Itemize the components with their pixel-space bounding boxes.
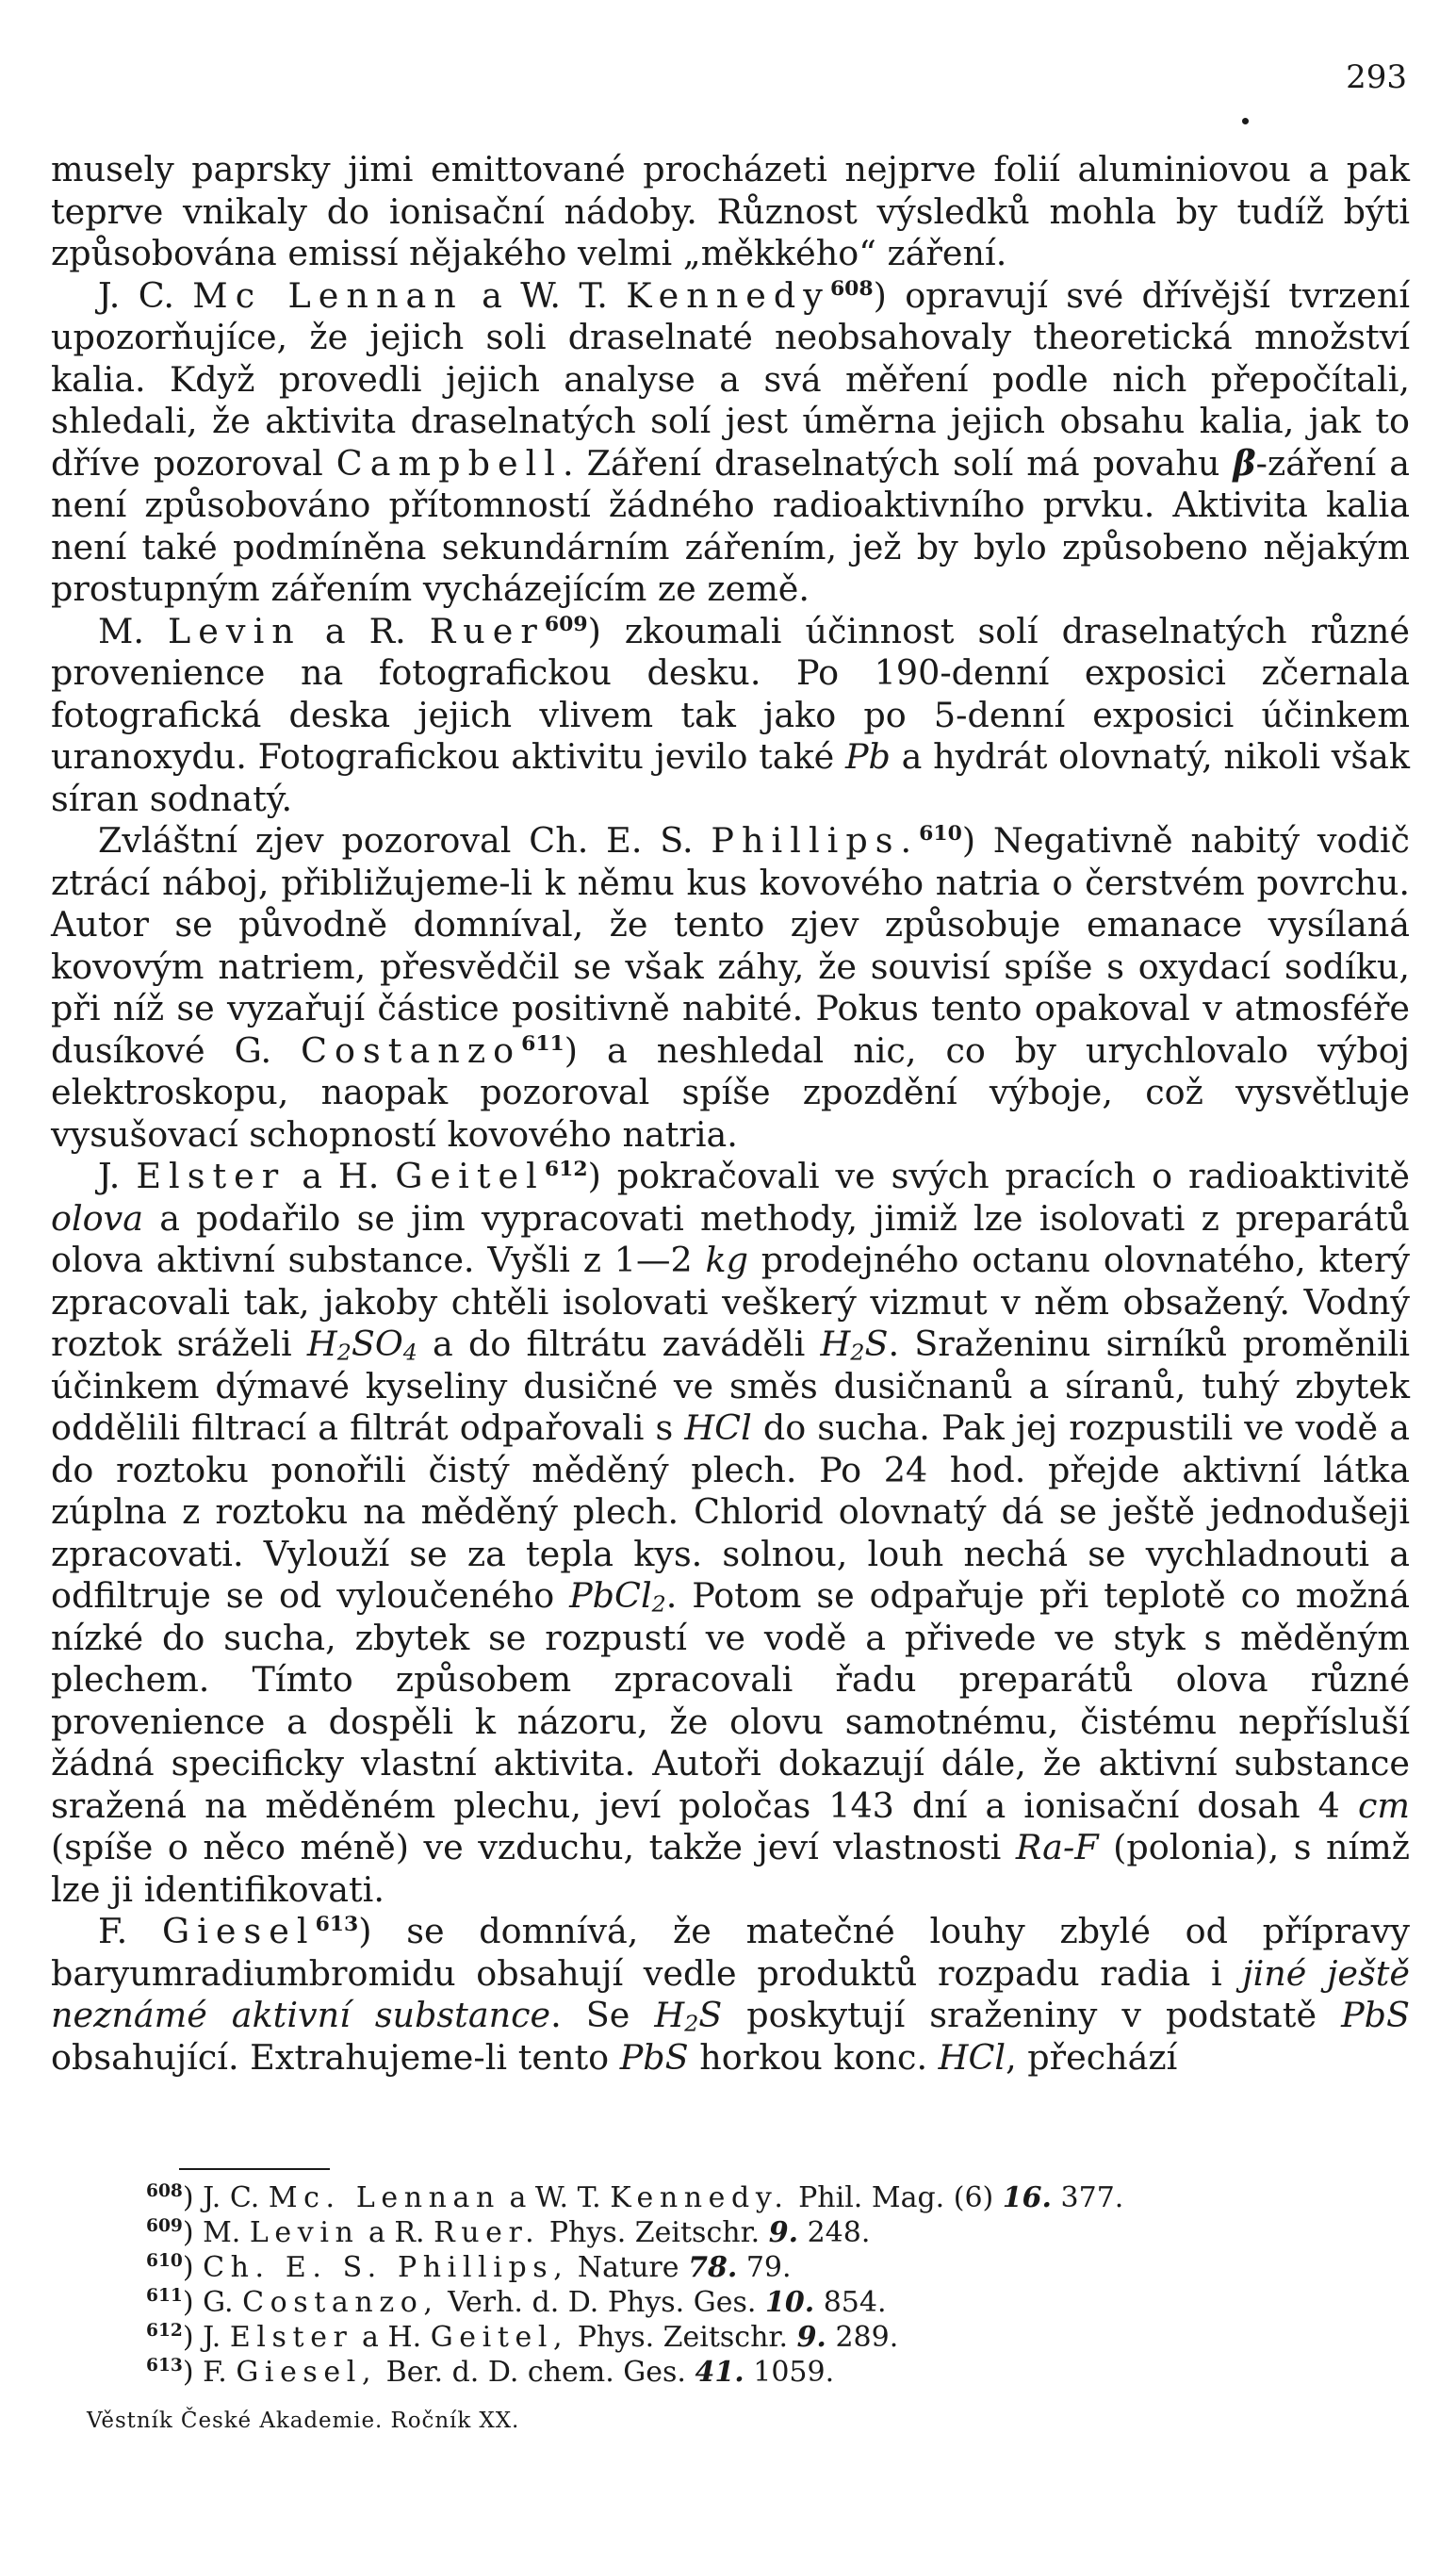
author-name: Mc. Lennan: [268, 2181, 500, 2214]
formula-h2s: $H_2S$: [654, 1995, 723, 2037]
author-name: Kennedy: [626, 274, 830, 316]
formula-h2s: $H_2S$: [820, 1324, 889, 1366]
paragraph-1: musely paprsky jimi emittované procházeti nejprve folií aluminiovou a pak teprve vnikaly do ionisační nádoby. Různost výsledků mohla by tudíž býti způsobována emissí nějakého velmi „měkkého“ záření.: [51, 149, 1410, 273]
footnote: $^{612}$) J. Elster a H. Geitel, Phys. Zeitschr. 9. 289.: [146, 2320, 899, 2354]
footnote: $^{613}$) F. Giesel, Ber. d. D. chem. Ges. 41. 1059.: [146, 2355, 835, 2389]
author-name: Costanzo,: [242, 2286, 439, 2319]
printing-dot: [1242, 118, 1249, 124]
paragraph-5: J. Elster a H. Geitel$^{612}$) pokračovali ve svých pracích o radioaktivitě olova a podařilo se jim vypracovati methody, jimiž lze isolovati z preparátů olova aktivní substance. Vyšli z 1—2 kg prodejného octanu olovnatého, který zpracovali tak, jakoby chtěli isolovati veškerý vizmut v něm obsažený. Vodný roztok sráželi $H_2SO_4$ a do filtrátu zaváděli $H_2S$. Sraženinu sirníků proměnili účinkem dýmavé kyseliny dusičné ve směs dusičnanů a síranů, tuhý zbytek oddělili filtrací a filtrát odpařovali s HCl do sucha. Pak jej rozpustili ve vodě a do roztoku ponořili čistý měděný plech. Po 24 hod. přejde aktivní látka zúplna z roztoku na měděný plech. Chlorid olovnatý dá se ještě jednodušeji zpracovati. Vylouží se za tepla kys. solnou, louh nechá se vychladnouti a odfiltruje se od vyloučeného PbCl$_2$. Potom se odpařuje při teplotě co možná nízké do sucha, zbytek se rozpustí ve vodě a přivede ve styk s měděným plechem. Tímto způsobem zpracovali řadu preparátů olova různé provenience a dospěli k názoru, že olovu samotnému, čistému nepřísluší žádná specificky vlastní aktivita. Autoři dokazují dále, že aktivní substance sražená na měděném plechu, jeví poločas 143 dní a ionisační dosah 4 cm (spíše o něco méně) ve vzduchu, takže jeví vlastnosti Ra-F (polonia), s nímž lze ji identifikovati.: [51, 1156, 1410, 1910]
author-name: Ruer.: [434, 2216, 541, 2249]
author-name: Phillips.: [711, 820, 920, 861]
author-name: Geitel,: [430, 2321, 569, 2354]
footnote-ref[interactable]: 611: [521, 1030, 564, 1056]
author-name: Levin: [249, 2216, 360, 2249]
journal-footer: Věstník České Akademie. Ročník XX.: [87, 2409, 520, 2433]
footnote-number: 608: [146, 2180, 183, 2201]
author-name: Ch. E. S. Phillips,: [203, 2251, 569, 2284]
footnote-number: 610: [146, 2250, 183, 2271]
footnote-divider: [179, 2168, 330, 2170]
page-number: 293: [1346, 58, 1407, 96]
author-name: Mc Lennan: [192, 274, 464, 316]
paragraph-2: J. C. Mc Lennan a W. T. Kennedy$^{608}$) opravují své dřívější tvrzení upozorňujíce, že jejich soli draselnaté neobsahovaly theoretická množství kalia. Když provedli jejich analyse a svá měření podle nich přepočítali, shledali, že aktivita draselnatých solí jest úměrna jejich obsahu kalia, jak to dříve pozoroval Campbell. Záření draselnatých solí má povahu β-záření a není způsobováno přítomností žádného radioaktivního prvku. Aktivita kalia není také podmíněna sekundárním zářením, jež by bylo způsobeno nějakým prostupným zářením vycházejícím ze země.: [51, 274, 1411, 609]
author-name: Elster: [229, 2321, 353, 2354]
author-name: Geitel: [395, 1156, 545, 1196]
footnote: $^{608}$) J. C. Mc. Lennan a W. T. Kennedy. Phil. Mag. (6) 16. 377.: [146, 2180, 1124, 2214]
author-name: Giesel: [161, 1911, 316, 1951]
author-name: Elster: [136, 1156, 286, 1196]
footnote-number: 612: [146, 2320, 183, 2341]
footnote-ref[interactable]: 608: [829, 275, 874, 301]
paragraph-4: Zvláštní zjev pozoroval Ch. E. S. Phillips.$^{610}$) Negativně nabitý vodič ztrácí náboj, přibližujeme-li k němu kus kovového natria o čerstvém povrchu. Autor se původně domníval, že tento zjev způsobuje emanace vysílaná kovovým natriem, přesvědčil se však záhy, že souvisí spíše s oxydací sodíku, při níž se vyzařují částice positivně nabité. Pokus tento opakoval v atmosféře dusíkové G. Costanzo$^{611}$) a neshledal nic, co by urychlovalo výboj elektroskopu, naopak pozoroval spíše zpozdění výboje, což vysvětluje vysušovací schopností kovového natria.: [51, 820, 1410, 1155]
paragraph-3: M. Levin a R. Ruer$^{609}$) zkoumali účinnost solí draselnatých různé provenience na fotografickou desku. Po 190-denní exposici zčernala fotografická deska jejich vlivem tak jako po 5-denní exposici účinkem uranoxydu. Fotografickou aktivitu jevilo také Pb a hydrát olovnatý, nikoli však síran sodnatý.: [51, 610, 1410, 819]
author-name: Campbell: [335, 442, 564, 484]
body-text: [51, 149, 1410, 2079]
footnote: $^{610}$) Ch. E. S. Phillips, Nature 78. 79.: [146, 2250, 792, 2284]
footnote-number: 611: [146, 2285, 183, 2306]
footnote-ref[interactable]: 612: [544, 1156, 588, 1181]
footnote: $^{609}$) M. Levin a R. Ruer. Phys. Zeitschr. 9. 248.: [146, 2215, 871, 2249]
footnote-ref[interactable]: 609: [544, 611, 588, 636]
author-name: Giesel,: [236, 2356, 378, 2389]
paragraph-6: F. Giesel$^{613}$) se domnívá, že matečné louhy zbylé od přípravy baryumradiumbromidu obsahují vedle produktů rozpadu radia i jiné ještě neznámé aktivní substance. Se $H_2S$ poskytují sraženiny v podstatě PbS obsahující. Extrahujeme-li tento PbS horkou konc. HCl, přechází: [51, 1911, 1411, 2078]
footnote-ref[interactable]: 613: [315, 1911, 359, 1936]
formula-pbcl2: PbCl$_2$: [569, 1575, 666, 1618]
footnote-number: 609: [146, 2215, 183, 2236]
footnote-number: 613: [146, 2355, 183, 2376]
author-name: Ruer: [429, 610, 545, 651]
footnotes: [146, 2180, 1371, 2390]
emphasis: jiné ještě neznámé aktivní substance: [51, 1952, 1410, 2035]
author-name: Costanzo: [301, 1029, 522, 1071]
footnote-ref[interactable]: 610: [919, 820, 962, 846]
footnote: $^{611}$) G. Costanzo, Verh. d. D. Phys. Ges. 10. 854.: [146, 2285, 887, 2319]
author-name: Kennedy.: [610, 2181, 790, 2214]
formula-h2so4: $H_2SO_4$: [306, 1324, 417, 1366]
author-name: Levin: [168, 610, 302, 651]
